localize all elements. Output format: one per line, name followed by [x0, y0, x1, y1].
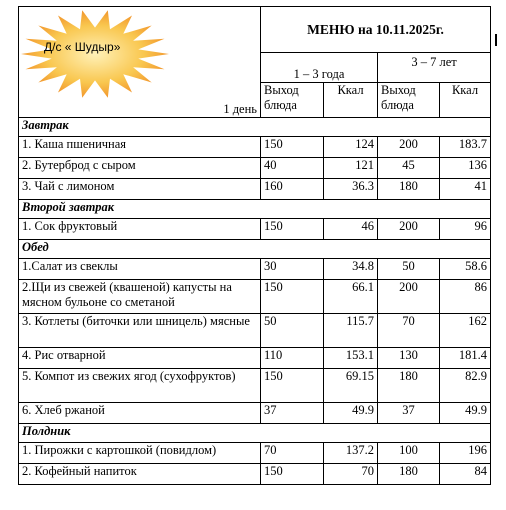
yield-2: 45: [378, 158, 440, 179]
menu-row: [19, 219, 491, 240]
kcal-2: 162: [440, 314, 491, 348]
menu-row: [19, 464, 491, 485]
kcal-2: 196: [440, 443, 491, 464]
day-label: 1 день: [19, 83, 261, 118]
yield-2: 200: [378, 280, 440, 314]
kcal-2: 82.9: [440, 369, 491, 403]
age-group-1: 1 – 3 года: [261, 53, 378, 83]
menu-body: [19, 118, 491, 485]
yield-1: 150: [261, 137, 324, 158]
yield-2: 180: [378, 179, 440, 200]
yield-2: 100: [378, 443, 440, 464]
menu-row: [19, 403, 491, 424]
section-row: [19, 118, 491, 137]
dish-name: 2.Щи из свежей (квашеной) капусты на мясном бульоне со сметаной: [19, 280, 261, 314]
kcal-2: 183.7: [440, 137, 491, 158]
dish-name: 1. Сок фруктовый: [19, 219, 261, 240]
badge-text: Д/с « Шудыр»: [44, 40, 121, 54]
menu-row: [19, 443, 491, 464]
kcal-2: 181.4: [440, 348, 491, 369]
yield-1: 40: [261, 158, 324, 179]
section-row: [19, 200, 491, 219]
dish-name: 3. Чай с лимоном: [19, 179, 261, 200]
col-kcal-1: Ккал: [324, 83, 378, 118]
menu-row: [19, 369, 491, 403]
dish-name: 3. Котлеты (биточки или шницель) мясные: [19, 314, 261, 348]
age-group-2: 3 – 7 лет: [378, 53, 491, 83]
section-title: Завтрак: [19, 118, 491, 137]
kcal-2: 86: [440, 280, 491, 314]
kcal-1: 70: [324, 464, 378, 485]
menu-row: [19, 348, 491, 369]
yield-2: 200: [378, 137, 440, 158]
dish-name: 1. Пирожки с картошкой (повидлом): [19, 443, 261, 464]
kcal-2: 41: [440, 179, 491, 200]
col-kcal-2: Ккал: [440, 83, 491, 118]
yield-1: 110: [261, 348, 324, 369]
section-row: [19, 424, 491, 443]
col-yield-2: Выход блюда: [378, 83, 440, 118]
yield-2: 70: [378, 314, 440, 348]
menu-row: [19, 179, 491, 200]
dish-name: 2. Бутерброд с сыром: [19, 158, 261, 179]
kcal-2: 58.6: [440, 259, 491, 280]
kcal-1: 121: [324, 158, 378, 179]
menu-title: МЕНЮ на 10.11.2025г.: [261, 7, 491, 53]
dish-name: 2. Кофейный напиток: [19, 464, 261, 485]
kcal-2: 84: [440, 464, 491, 485]
kcal-1: 36.3: [324, 179, 378, 200]
kcal-1: 115.7: [324, 314, 378, 348]
yield-1: 50: [261, 314, 324, 348]
dish-name: 4. Рис отварной: [19, 348, 261, 369]
kcal-1: 153.1: [324, 348, 378, 369]
yield-1: 150: [261, 219, 324, 240]
yield-2: 180: [378, 369, 440, 403]
section-row: [19, 240, 491, 259]
yield-1: 150: [261, 280, 324, 314]
kcal-1: 66.1: [324, 280, 378, 314]
yield-2: 200: [378, 219, 440, 240]
section-title: Обед: [19, 240, 491, 259]
dish-name: 1. Каша пшеничная: [19, 137, 261, 158]
yield-1: 70: [261, 443, 324, 464]
kcal-2: 49.9: [440, 403, 491, 424]
kindergarten-starburst-badge: [18, 8, 173, 100]
yield-1: 150: [261, 369, 324, 403]
dish-name: 6. Хлеб ржаной: [19, 403, 261, 424]
menu-row: [19, 314, 491, 348]
menu-row: [19, 137, 491, 158]
menu-row: [19, 158, 491, 179]
kcal-1: 34.8: [324, 259, 378, 280]
kcal-2: 96: [440, 219, 491, 240]
yield-2: 180: [378, 464, 440, 485]
yield-2: 37: [378, 403, 440, 424]
text-cursor: [495, 34, 497, 46]
yield-2: 50: [378, 259, 440, 280]
kcal-1: 137.2: [324, 443, 378, 464]
yield-1: 160: [261, 179, 324, 200]
yield-2: 130: [378, 348, 440, 369]
kcal-1: 69.15: [324, 369, 378, 403]
dish-name: 5. Компот из свежих ягод (сухофруктов): [19, 369, 261, 403]
yield-1: 37: [261, 403, 324, 424]
section-title: Второй завтрак: [19, 200, 491, 219]
yield-1: 150: [261, 464, 324, 485]
kcal-1: 46: [324, 219, 378, 240]
yield-1: 30: [261, 259, 324, 280]
col-yield-1: Выход блюда: [261, 83, 324, 118]
kcal-2: 136: [440, 158, 491, 179]
menu-row: [19, 259, 491, 280]
menu-row: [19, 280, 491, 314]
dish-name: 1.Салат из свеклы: [19, 259, 261, 280]
kcal-1: 49.9: [324, 403, 378, 424]
kcal-1: 124: [324, 137, 378, 158]
section-title: Полдник: [19, 424, 491, 443]
